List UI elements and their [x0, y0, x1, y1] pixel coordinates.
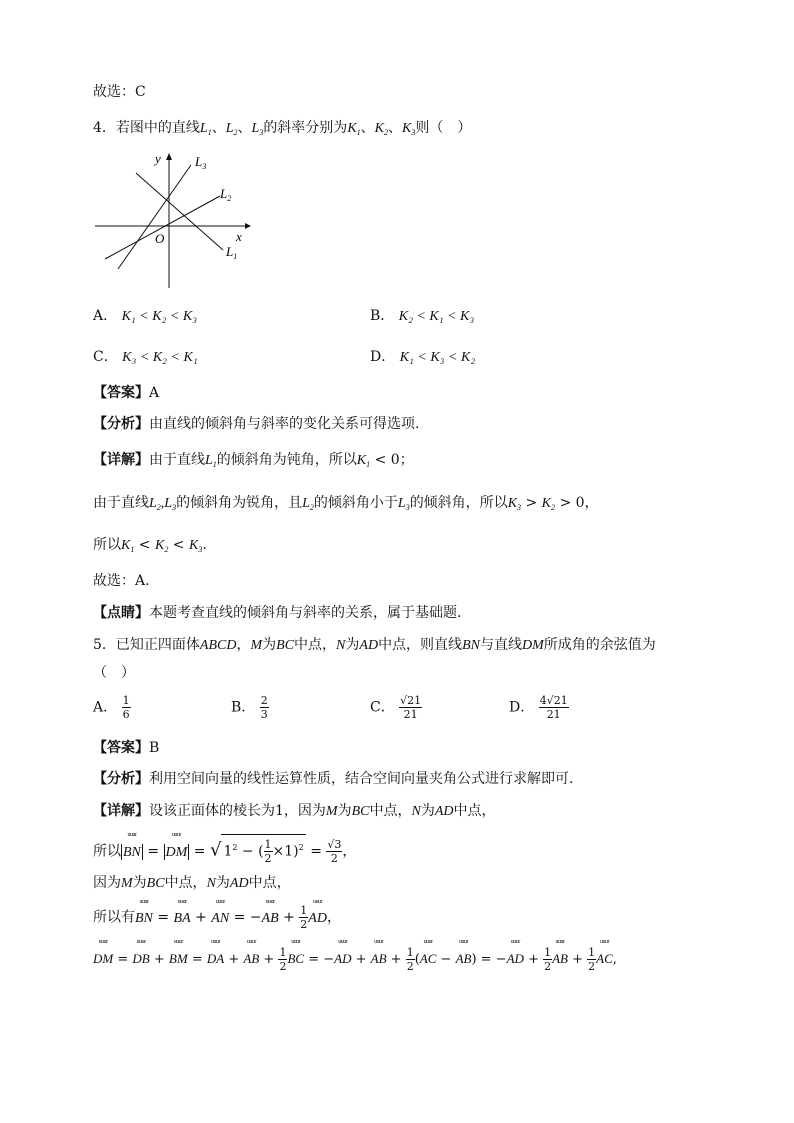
q5-analysis: 【分析】利用空间向量的线性运算性质，结合空间向量夹角公式进行求解即可. [93, 771, 574, 787]
q4-analysis: 【分析】由直线的倾斜角与斜率的变化关系可得选项. [93, 416, 420, 432]
y-axis-arrow-icon [166, 153, 172, 160]
x-axis-label: x [236, 229, 242, 244]
q4-option-d[interactable]: D． K₁ < K₃ < K₂ [370, 349, 476, 365]
q5-answer: 【答案】B [93, 740, 160, 756]
q4-comment: 【点睛】本题考查直线的倾斜角与斜率的关系，属于基础题. [93, 605, 462, 621]
q4-option-b[interactable]: B． K₂ < K₁ < K₃ [370, 308, 475, 324]
q4-stem: 4．若图中的直线$L_1$、$L_2$、$L_3$的斜率分别为$K_1$、$K_2$、$K_3$则（ ） [93, 120, 472, 137]
q4-detail-3: 所以$K_1 < K_2 < K_3$. [93, 537, 207, 554]
q5-dm-vector-line: uuur DM = uuur DB + uuur BM = uuur DA + uuur AB + $\frac{1}{2}$ uuur BC = −uuur AD + uuur AB + $\frac{1}{2}$ (uuur AC − uuur AB) = −uuur AD + $\frac{1}{2}$ uuur AB + $\frac{1}{2}$ uuur AC, [93, 946, 617, 973]
x-axis-arrow-icon [245, 223, 251, 229]
q4-choose: 故选：A. [93, 573, 150, 589]
q4-lines-figure [93, 148, 253, 290]
y-axis-label: y [155, 151, 161, 166]
q4-answer: 【答案】A [93, 385, 160, 401]
origin-label: O [155, 231, 165, 246]
q4-detail-2: 由于直线$L_2,L_3$的倾斜角为锐角，且$L_2$的倾斜角小于$L_3$的倾斜角，所以$K_3 > K_2 > 0$， [93, 495, 599, 512]
label-l2: $L_2$ [220, 186, 232, 203]
q4-stem-prefix: 4．若图中的直线 [93, 120, 200, 136]
q5-stem-paren: （ ） [93, 665, 135, 681]
q5-option-a[interactable]: A． $\frac{1}{6}$ [93, 694, 130, 721]
label-l1: $L_1$ [226, 244, 238, 261]
line-l1 [136, 173, 223, 250]
q5-bn-vector-line: 所以有uuur BN = uuur BA + uuur AN = −uuur AB + $\frac{1}{2}$ uuur AD， [93, 904, 341, 931]
q4-option-c[interactable]: C． K₃ < K₂ < K₁ [93, 349, 198, 365]
q5-magnitude-line: 所以uuur BN = uuur DM = √ $1^2$ − ( $\frac{1}{2}$ ×1)$^2$ = $\frac{√3}{2}$ ， [93, 834, 356, 866]
q5-option-b[interactable]: B． $\frac{2}{3}$ [231, 694, 268, 721]
q5-detail-1: 【详解】设该正面体的棱长为1，因为M为BC中点，N为AD中点， [93, 803, 496, 819]
line-l3 [118, 165, 191, 269]
q5-stem: 5．已知正四面体ABCD，M为BC中点，N为AD中点，则直线BN与直线DM所成角的余弦值为 [93, 637, 656, 653]
q5-because-line: 因为M为BC中点，N为AD中点， [93, 875, 291, 891]
q5-option-c[interactable]: C． $\frac{√21}{21}$ [370, 694, 422, 721]
label-l3: $L_3$ [195, 154, 207, 171]
q5-option-d[interactable]: D． $\frac{4√21}{21}$ [509, 694, 568, 721]
q4-option-a[interactable]: A． K₁ < K₂ < K₃ [93, 308, 198, 324]
q3-choice-line: 故选：C [93, 84, 146, 100]
q4-detail-1: 【详解】由于直线$L_1$的倾斜角为钝角，所以$K_1 < 0$； [93, 452, 414, 469]
